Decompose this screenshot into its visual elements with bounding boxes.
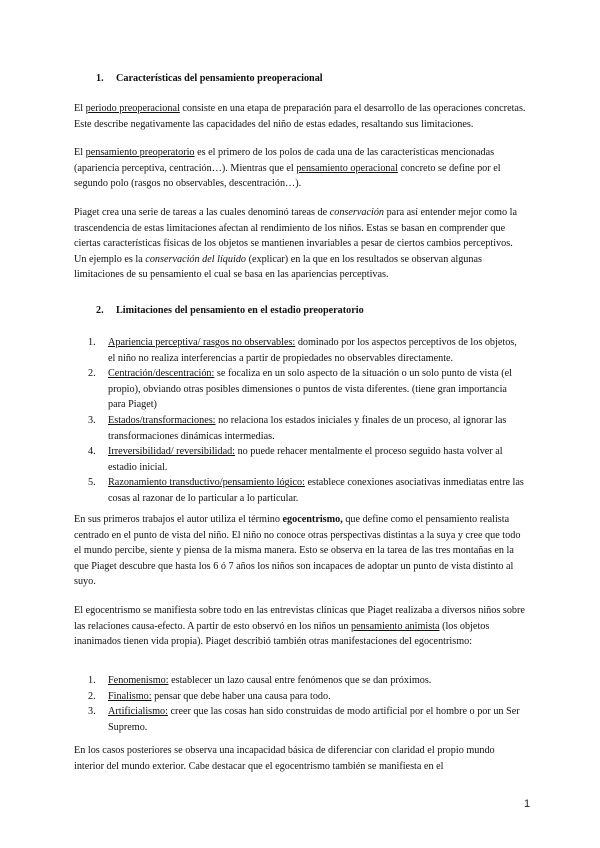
text-run: concreto se define por el segundo polo (rasgos no observables, descentración…).	[74, 162, 501, 190]
text-run: El	[74, 103, 86, 114]
text-run: El egocentrismo se manifiesta sobre todo en las entrevistas clínicas que Piaget realizaba a diversos niños sobre las relaciones causa-efecto. A partir de esto observó en los niños un	[74, 605, 525, 632]
list-description: no relaciona los estados iniciales y finales de un proceso, al ignorar las transformaciones dinámicas intermedias.	[108, 414, 507, 442]
text-run: En sus primeros trabajos el autor utiliza el término	[74, 514, 283, 525]
section-heading-2	[96, 305, 364, 316]
underlined-term: periodo preoperacional	[85, 103, 180, 114]
list-term: Irreversibilidad/ reversibilidad:	[108, 446, 236, 458]
list-term: Finalismo:	[108, 690, 152, 702]
text-run: (explicar) en la que en los resultados se observan algunas limitaciones de su pensamiento el cual se basa en las apariencias perceptivas.	[74, 253, 482, 281]
bold-term: egocentrismo,	[282, 514, 343, 525]
list-term: Centración/descentración:	[108, 368, 215, 380]
list-number: 2.	[88, 368, 96, 380]
list-item	[74, 673, 526, 689]
list-description: establece conexiones asociativas inmediatas entre las cosas al razonar de lo particular a lo particular.	[108, 477, 524, 504]
limitations-list	[74, 335, 526, 507]
list-term: Artificialismo:	[108, 706, 168, 718]
list-number: 3.	[88, 706, 96, 718]
list-description: no puede rehacer mentalmente el proceso seguido hasta volver al estadio inicial.	[108, 446, 503, 473]
list-term: Fenomenismo:	[108, 675, 169, 686]
underlined-term: pensamiento operacional	[296, 162, 398, 174]
list-number: 2.	[88, 690, 96, 702]
paragraph-egocentrismo	[74, 512, 526, 590]
paragraph-periodo-preoperacional	[74, 101, 526, 132]
list-description: se focaliza en un solo aspecto de la situación o un solo punto de vista (el propio), obviando otras posibles dimensiones o puntos de vista diferentes. (tiene gran importancia para Piaget)	[108, 368, 512, 411]
section-heading-1	[96, 73, 323, 84]
italic-term: conservación	[329, 207, 385, 218]
section-title: Características del pensamiento preoperacional	[116, 73, 323, 84]
egocentrism-manifestations-list	[74, 673, 526, 735]
text-run: El	[74, 147, 86, 158]
list-item	[74, 444, 526, 475]
list-item	[74, 413, 526, 444]
list-number: 4.	[88, 446, 96, 458]
paragraph-conservacion	[74, 205, 526, 283]
italic-term: conservación del líquido	[145, 253, 247, 265]
list-term: Estados/transformaciones:	[108, 414, 216, 426]
list-item	[74, 704, 526, 735]
text-run: que define como el pensamiento realista centrado en el punto de vista del niño. El niño no conoce otras perspectivas distintas a la suya y cree que todo el mundo percibe, siente y piensa de la misma manera. Esto se observa en la tarea de las tres montañas en la que Piaget descubre que hasta los 6 ó 7 años los niños son incapaces de adoptar un punto de vista distinto al suyo.	[74, 514, 521, 588]
text-run: consiste en una etapa de preparación para el desarrollo de las operaciones concretas. Este describe negativamente las capacidades del niño de estas edades, resaltando sus limitaciones.	[74, 103, 526, 130]
page-number: 1	[524, 798, 531, 810]
list-description: pensar que debe haber una causa para todo.	[151, 690, 331, 702]
text-run: (los objetos inanimados tienen vida propia). Piaget describió también otras manifestaciones del egocentrismo:	[74, 620, 490, 648]
paragraph-pensamiento-preoperatorio	[74, 145, 526, 192]
list-description: dominado por los aspectos perceptivos de los objetos, el niño no realiza interferencias a partir de propiedades no observables directamente.	[108, 337, 517, 364]
list-number: 1.	[88, 337, 96, 348]
text-run: para así entender mejor como la trascendencia de estas limitaciones afectan al rendimiento de los niños. Estas se basan en comprender que ciertas características físicas de los objetos se mantienen invariables a pesar de ciertos cambios perceptivos. Un ejemplo es la	[74, 207, 517, 265]
section-number: 2.	[96, 305, 104, 316]
list-item	[74, 366, 526, 413]
section-number: 1.	[96, 73, 104, 84]
list-description: establecer un lazo causal entre fenómenos que se dan próximos.	[168, 675, 432, 686]
list-number: 3.	[88, 414, 96, 426]
list-number: 1.	[88, 675, 96, 686]
underlined-term: pensamiento preoperatorio	[85, 147, 195, 158]
list-term: Razonamiento transductivo/pensamiento lógico:	[108, 477, 305, 489]
list-item	[74, 335, 526, 366]
section-title: Limitaciones del pensamiento en el estadio preoperatorio	[116, 305, 364, 316]
text-run: Piaget crea una serie de tareas a las cuales denominó tareas de	[74, 207, 330, 218]
underlined-term: pensamiento animista	[350, 620, 440, 632]
text-run: En los casos posteriores se observa una incapacidad básica de diferenciar con claridad el propio mundo interior del mundo exterior. Cabe destacar que el egocentrismo también se manifiesta en el	[74, 745, 495, 772]
list-term: Apariencia perceptiva/ rasgos no observables:	[108, 337, 296, 348]
list-item	[74, 689, 526, 705]
list-number: 5.	[88, 477, 96, 489]
list-description: creer que las cosas han sido construidas de modo artificial por el hombre o por un Ser Supremo.	[108, 706, 520, 733]
paragraph-animismo	[74, 603, 526, 650]
list-item	[74, 475, 526, 506]
paragraph-casos-posteriores	[74, 743, 526, 774]
text-run: es el primero de los polos de cada una de las características mencionadas (apariencia perceptiva, centración…). Mientras que el	[74, 147, 495, 174]
